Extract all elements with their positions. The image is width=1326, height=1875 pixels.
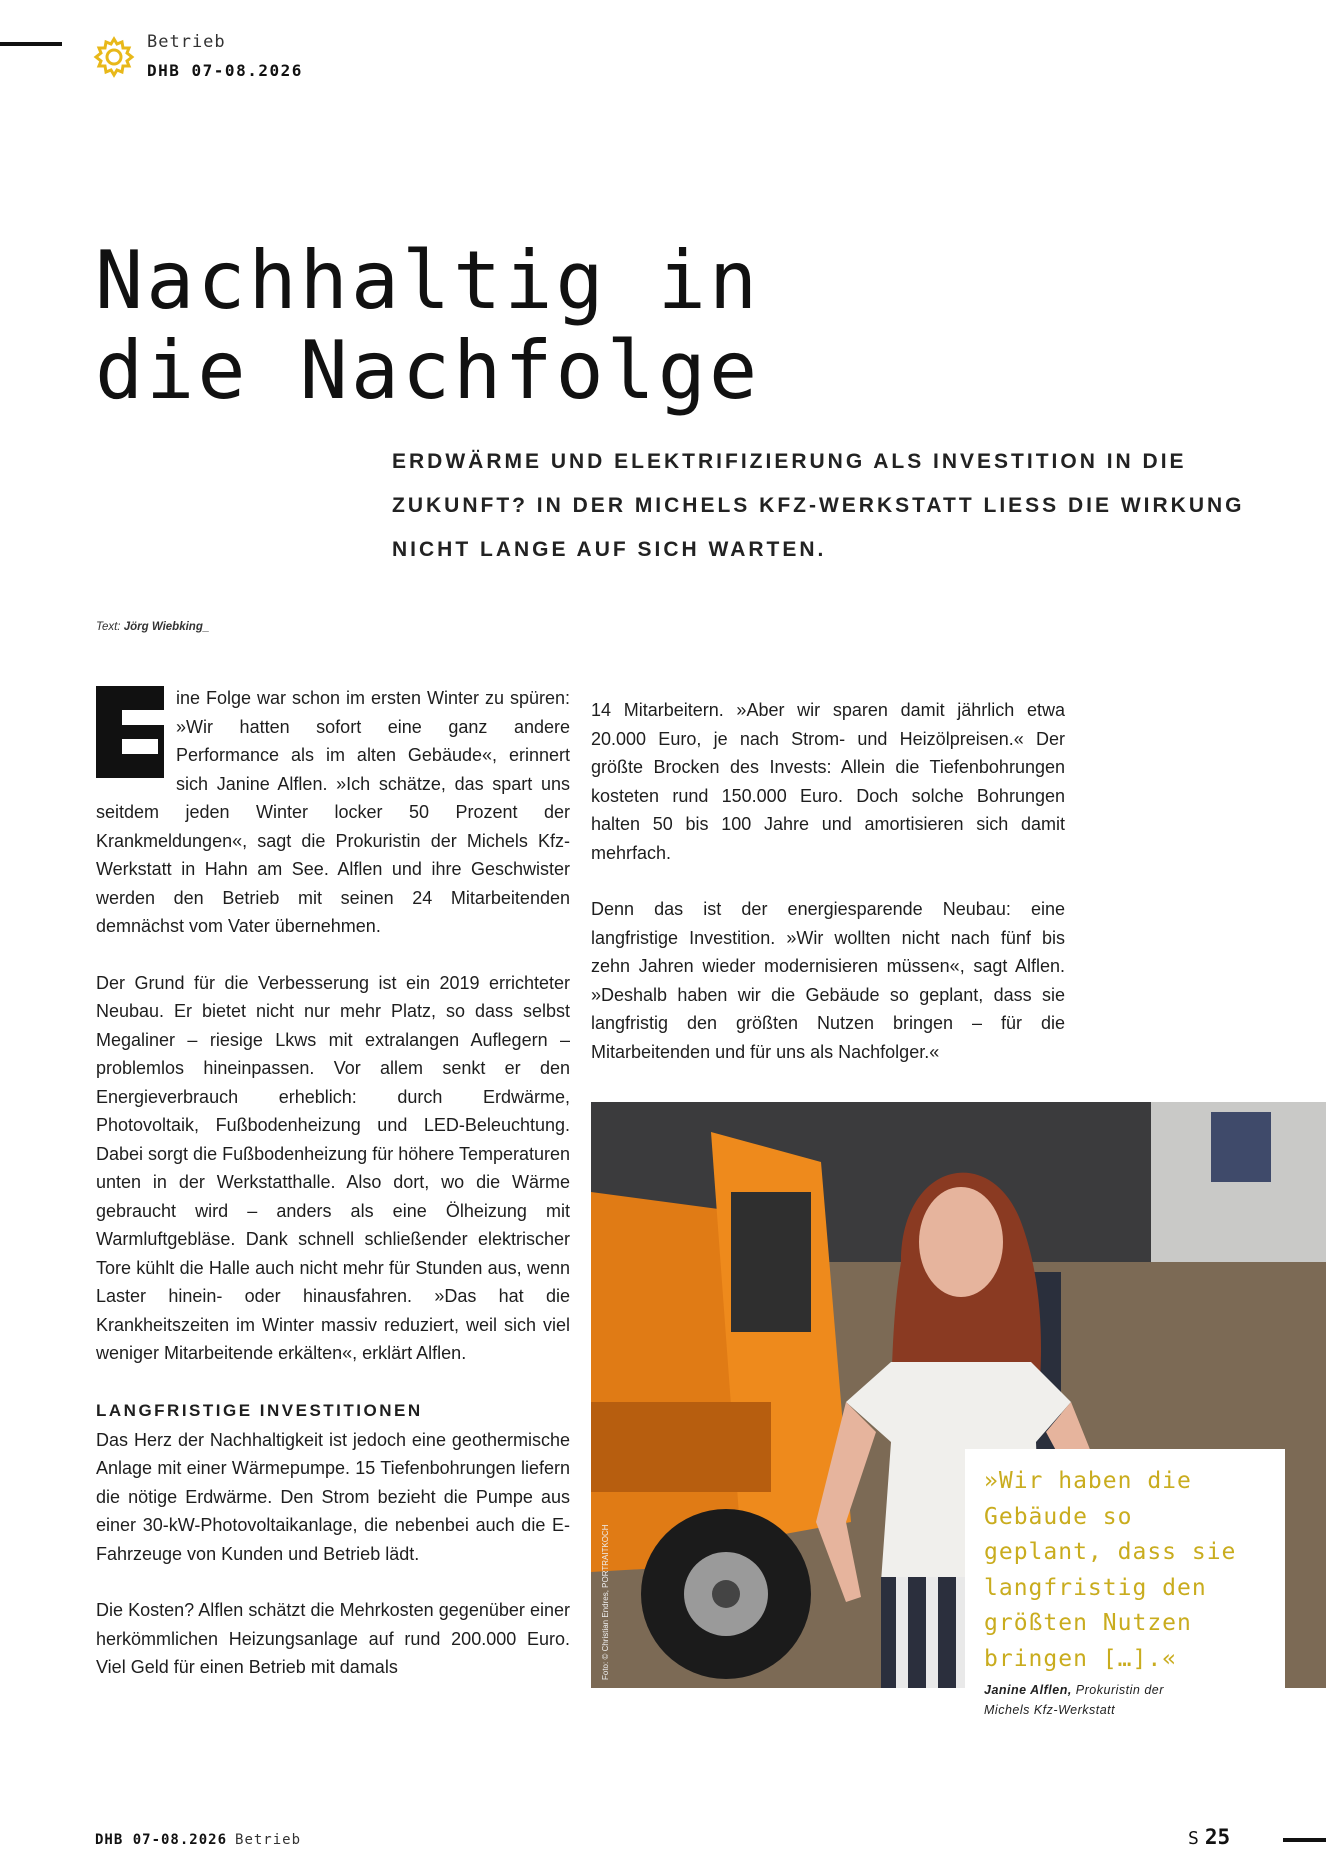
body-paragraph: ine Folge war schon im ersten Winter zu spüren: »Wir hatten sofort eine ganz andere Performance als im alten Gebäude«, erinnert sich Janine Alflen. »Ich schätze, das spart uns seitdem jeden Winter locker 50 Prozent der Krankmeldungen«, sagt die Prokuristin der Michels Kfz-Werkstatt in Hahn am See. Alflen und ihre Geschwister werden den Betrieb mit seinen 24 Mitarbeitenden demnächst vom Vater übernehmen. — [96, 688, 570, 936]
attribution-role: Prokuristin der — [1075, 1683, 1164, 1697]
lead-line: NICHT LANGE AUF SICH WARTEN. — [392, 538, 827, 561]
title-line: Nachhaltig in — [95, 234, 761, 327]
body-paragraph: 14 Mitarbeitern. »Aber wir sparen damit jährlich etwa 20.000 Euro, je nach Strom- und Heizölpreisen.« Der größte Brocken des Invests: Allein die Tiefenbohrungen kosteten rund 150.000 Euro. Doch solche Bohrungen halten 50 bis 100 Jahre und amortisieren sich damit mehrfach. — [591, 700, 1065, 863]
pullquote-line: bringen […].« — [984, 1645, 1178, 1672]
byline — [96, 621, 209, 633]
body-paragraph: Der Grund für die Verbesserung ist ein 2019 errichteter Neubau. Er bietet nicht nur mehr Platz, so dass selbst Megaliner – riesige Lkws mit extralangen Auflegern – problemlos hineinpassen. Vor allem senkt er den Energieverbrauch erheblich: durch Erdwärme, Photovoltaik, Fußbodenheizung und LED-Beleuchtung. Dabei sorgt die Fußbodenheizung für höhere Temperaturen unten in der Werkstatthalle. Also dort, wo die Wärme gebraucht wird – anders als eine Ölheizung mit Warmluftgebläse. Dank schnell schließender elektrischer Tore kühlt die Halle auch nicht mehr für Stunden aus, wenn Laster hinein- oder hinausfahren. »Das hat die Krankheitszeiten im Winter massiv reduziert, weil sich viel weniger Mitarbeitende erkälten«, erklärt Alflen. — [96, 972, 570, 1363]
pullquote-line: größten Nutzen — [984, 1610, 1192, 1636]
article-title — [95, 236, 760, 416]
lead-line: ERDWÄRME UND ELEKTRIFIZIERUNG ALS INVESTITION IN DIE — [392, 450, 1187, 473]
title-line: die Nachfolge — [95, 324, 761, 417]
lead-line: ZUKUNFT? IN DER MICHELS KFZ-WERKSTATT LIESS DIE WIRKUNG — [392, 494, 1245, 517]
section-subhead: LANGFRISTIGE INVESTITIONEN — [96, 1400, 423, 1420]
footer-section-label: Betrieb — [235, 1832, 302, 1848]
footer-rule — [1283, 1838, 1326, 1842]
pullquote — [984, 1464, 1284, 1677]
article-column-2 — [591, 696, 1065, 1066]
pullquote-line: geplant, dass sie — [984, 1539, 1237, 1565]
footer-issue — [95, 1832, 301, 1848]
byline-author: Jörg Wiebking_ — [123, 621, 210, 633]
footer-issue-label: DHB 07-08.2026 — [95, 1832, 228, 1848]
gear-icon — [93, 36, 135, 78]
pullquote-line: Gebäude so — [984, 1503, 1133, 1530]
pullquote-line: langfristig den — [984, 1574, 1207, 1601]
body-paragraph: Die Kosten? Alflen schätzt die Mehrkosten gegenüber einer herkömmlichen Heizungsanlage auf rund 200.000 Euro. Viel Geld für einen Betrieb mit damals — [96, 1600, 570, 1677]
header-rule — [0, 42, 62, 46]
pullquote-line: »Wir haben die — [984, 1468, 1192, 1494]
photo-credit: Foto: © Christian Endres, PORTRAITKOCH — [601, 1524, 610, 1680]
page-number — [1188, 1825, 1230, 1849]
attribution-name: Janine Alflen, — [984, 1683, 1072, 1697]
page-prefix: S — [1188, 1828, 1199, 1849]
attribution-company: Michels Kfz-Werkstatt — [984, 1703, 1116, 1717]
body-paragraph: Denn das ist der energiesparende Neubau: eine langfristige Investition. »Wir wollten nicht nach fünf bis zehn Jahren wieder modernisieren müssen«, sagt Alflen. »Deshalb haben wir die Gebäude so geplant, dass sie langfristig den größten Nutzen bringen – für die Mitarbeitenden und für uns als Nachfolger.« — [591, 899, 1065, 1062]
drop-cap — [96, 686, 164, 778]
body-paragraph: Das Herz der Nachhaltigkeit ist jedoch eine geothermische Anlage mit einer Wärmepumpe. 15 Tiefenbohrungen liefern die nötige Erdwärme. Den Strom bezieht die Pumpe aus einer 30-kW-Photovoltaikanlage, die nebenbei auch die E-Fahrzeuge von Kunden und Betrieb lädt. — [96, 1429, 570, 1564]
header-issue-label: DHB 07-08.2026 — [147, 61, 303, 80]
page-number-value: 25 — [1204, 1825, 1231, 1849]
byline-label: Text: — [96, 621, 121, 633]
pullquote-attribution — [984, 1680, 1164, 1720]
article-lead — [392, 440, 1245, 572]
article-column-1 — [96, 684, 570, 1682]
header-section-label: Betrieb — [147, 32, 226, 52]
